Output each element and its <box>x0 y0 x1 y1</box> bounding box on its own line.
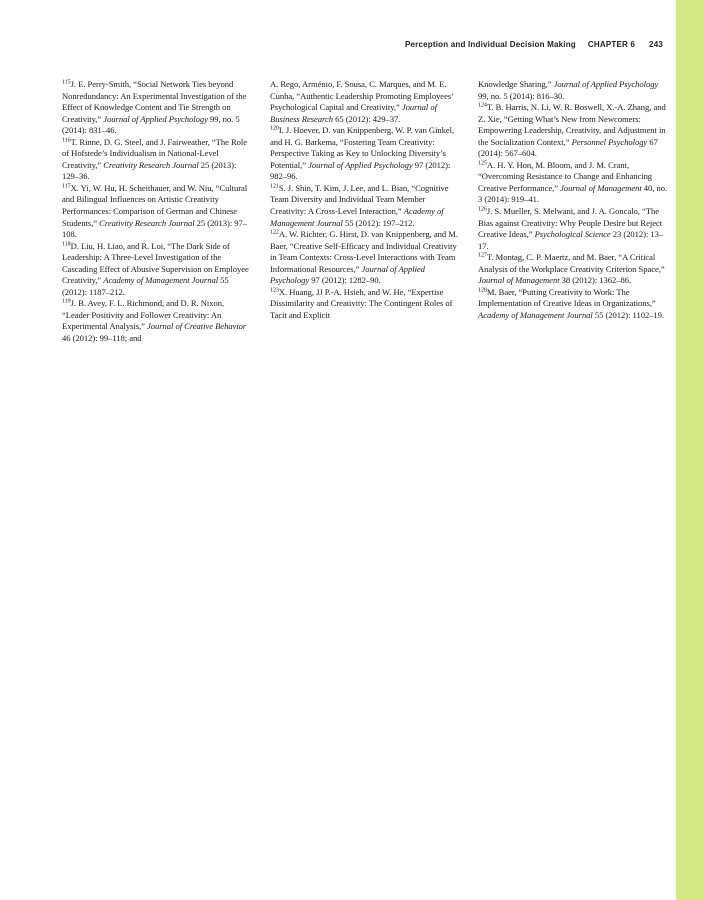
endnote-entry <box>478 206 668 252</box>
endnote-text: A. H. Y. Hon, M. Bloom, and J. M. Crant, “Overcoming Resistance to Change and Enhancing Creative Performance,” <box>478 159 653 193</box>
endnote-entry <box>478 160 668 206</box>
endnote-entry <box>478 287 668 322</box>
endnote-text: T. B. Harris, N. Li, W. R. Boswell, X.-A. Zhang, and Z. Xie, “Getting What’s New from Newcomers: Empowering Leadership, Creativity, and Adjustment in the Socialization Context,” <box>478 102 666 147</box>
endnote-number: 121 <box>270 183 279 190</box>
endnote-text: J. E. Perry-Smith, “Social Network Ties beyond Nonredundancy: An Experimental Investigation of the Effect of Knowledge Content and Tie Strength on Creativity,” <box>62 79 247 124</box>
endnote-entry <box>62 183 252 241</box>
endnote-text: J. S. Mueller, S. Melwani, and J. A. Goncalo, “The Bias against Creativity: Why People Desire but Reject Creative Ideas,” <box>478 206 663 240</box>
endnote-entry <box>62 298 252 344</box>
endnote-number: 122 <box>270 229 279 236</box>
endnote-number: 128 <box>478 287 487 294</box>
endnote-text: X. Huang, JJ P.-A. Hsieh, and W. He, “Expertise Dissimilarity and Creativity: The Contingent Roles of Tacit and Explicit <box>270 286 453 320</box>
journal-title: Academy of Management Journal <box>478 309 593 320</box>
endnote-text: A. W. Richter, G. Hirst, D. van Knippenberg, and M. Baer, “Creative Self-Efficacy and Individual Creativity in Team Contexts: Cross-Level Interactions with Team Informational Resources,” <box>270 229 458 274</box>
endnote-citation: 97 (2012): 982–96. <box>270 159 451 182</box>
journal-title: Journal of Applied Psychology <box>103 113 208 124</box>
endnote-entry <box>62 79 252 137</box>
section-title: Perception and Individual Decision Making <box>405 40 576 49</box>
endnote-number: 123 <box>270 287 279 294</box>
endnote-citation: 97 (2012): 1282–90. <box>309 275 381 286</box>
journal-title: Journal of Applied Psychology <box>270 263 425 286</box>
endnote-entry <box>478 252 668 287</box>
endnote-entry <box>270 183 460 229</box>
endnote-text: T. Montag, C. P. Maertz, and M. Baer, “A Critical Analysis of the Workplace Creativity Criterion Space,” <box>478 252 665 274</box>
endnote-entry <box>270 125 460 183</box>
endnote-text: T. Rinne, D. G. Steel, and J. Fairweather, “The Role of Hofstede’s Individualism in National-Level Creativity,” <box>62 136 248 170</box>
journal-title: Personnel Psychology <box>571 136 648 147</box>
endnote-number: 118 <box>62 241 71 248</box>
journal-title: Academy of Management Journal <box>270 206 444 228</box>
endnote-entry <box>478 102 668 160</box>
endnote-citation: 25 (2013): 97–108. <box>62 217 248 240</box>
chapter-color-tab <box>676 0 703 900</box>
journal-title: Journal of Creative Behavior <box>146 321 247 332</box>
endnote-text: S. J. Shin, T. Kim, J. Lee, and L. Bian, “Cognitive Team Diversity and Individual Team Member Creativity: A Cross-Level Interaction,” <box>270 182 449 217</box>
endnote-entry <box>270 79 460 125</box>
journal-title: Creativity Research Journal <box>103 159 199 170</box>
endnote-text: J. B. Avey, F. L. Richmond, and D. R. Nixon, “Leader Positivity and Follower Creativity: An Experimental Analysis,” <box>62 298 225 332</box>
journal-title: Journal of Management <box>478 275 560 286</box>
endnote-citation: 65 (2012): 429–37. <box>333 113 401 124</box>
endnote-citation: 38 (2012): 1362–86. <box>559 275 632 286</box>
endnote-number: 120 <box>270 125 279 132</box>
endnote-citation: 55 (2012): 197–212. <box>342 217 415 228</box>
endnote-citation: 46 (2012): 99–118; and <box>62 333 142 344</box>
endnote-entry <box>270 287 460 322</box>
endnote-citation: 99, no. 5 (2014): 831–46. <box>62 113 240 136</box>
journal-title: Academy of Management Journal <box>103 275 219 286</box>
endnote-text: X. Yi, W. Hu, H. Scheithauer, and W. Niu, “Cultural and Bilingual Influences on Artistic Creativity Performances: Comparison of German and Chinese Students,” <box>62 182 248 228</box>
endnote-text: M. Baer, “Putting Creativity to Work: The Implementation of Creative Ideas in Organizations,” <box>478 286 656 309</box>
journal-title: Psychological Science <box>534 229 611 240</box>
endnote-number: 115 <box>62 79 71 86</box>
journal-title: Journal of Applied Psychology <box>553 79 659 89</box>
endnote-number: 116 <box>62 137 71 144</box>
endnote-number: 117 <box>62 183 71 190</box>
endnote-citation: 40, no. 3 (2014): 919–41. <box>478 182 668 205</box>
endnote-text: I. J. Hoever, D. van Knippenberg, W. P. van Ginkel, and H. G. Barkema, “Fostering Team Creativity: Perspective Taking as Key to Unlocking Diversity’s Potential,” <box>270 125 455 170</box>
endnotes-column-2 <box>270 79 460 321</box>
page-number: 243 <box>649 40 663 49</box>
endnotes-column-3 <box>478 79 668 321</box>
endnote-number: 127 <box>478 252 487 259</box>
journal-title: Journal of Management <box>560 182 642 193</box>
endnotes-column-1 <box>62 79 252 345</box>
endnote-citation: 55 (2012): 1187–212. <box>62 275 229 297</box>
endnote-citation: 99, no. 5 (2014): 816–30. <box>478 90 565 101</box>
endnote-number: 124 <box>478 102 487 109</box>
journal-title: Journal of Business Research <box>270 102 437 124</box>
chapter-label: CHAPTER 6 <box>587 40 636 49</box>
endnote-citation: 67 (2014): 567–604. <box>478 136 658 159</box>
journal-title: Journal of Applied Psychology <box>308 159 413 170</box>
endnote-citation: 55 (2012): 1102–19. <box>592 309 665 320</box>
endnote-text: A. Rego, Arménio, F. Sousa, C. Marques, and M. E. Cunha, “Authentic Leadership Promoting Employees’ Psychological Capital and Creativity,” <box>270 79 454 113</box>
endnote-number: 125 <box>478 160 487 167</box>
endnote-entry <box>62 241 252 299</box>
endnote-number: 126 <box>478 206 487 213</box>
endnote-text: D. Liu, H. Liao, and R. Loi, “The Dark Side of Leadership: A Three-Level Investigation of the Cascading Effect of Abusive Supervision on Employee Creativity,” <box>62 240 249 286</box>
running-header <box>405 40 663 49</box>
endnote-text: Knowledge Sharing,” <box>478 79 554 89</box>
endnote-number: 119 <box>62 298 71 305</box>
endnote-entry <box>478 79 668 102</box>
endnote-entry <box>62 137 252 183</box>
endnote-citation: 25 (2013): 129–36. <box>62 159 237 182</box>
journal-title: Creativity Research Journal <box>99 217 195 228</box>
endnote-citation: 23 (2012): 13–17. <box>478 229 664 251</box>
endnote-entry <box>270 229 460 287</box>
